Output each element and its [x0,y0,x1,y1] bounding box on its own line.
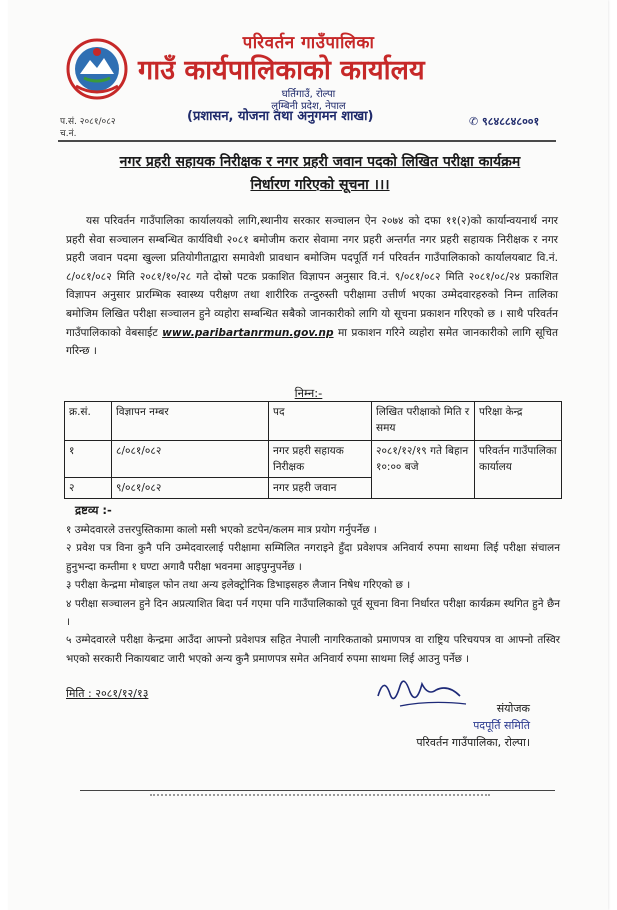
cell-post: नगर प्रहरी जवान [269,478,372,499]
note-item: ४ परीक्षा सञ्चालन हुने दिन अप्रत्याशित बिदा पर्न गएमा पनि गाउँपालिकाको पूर्व सूचना विना निर्धारत परीक्षा कार्यक्रम स्थगित हुने छैन । [66,597,560,629]
cell-post: नगर प्रहरी सहायक निरीक्षक [269,441,372,478]
notice-title-line2: निर्धारण गरिएको सूचना ।।। [250,177,390,193]
table-row [65,441,562,478]
dispatch-number: च.नं. [60,129,77,139]
cell-sn: २ [65,478,112,499]
reference-numbers [60,116,116,140]
cell-exam-datetime: २०८१/१२/१९ गते बिहान १०:०० बजे [372,441,475,499]
notice-title [80,151,560,197]
letterhead-address-2: लुम्बिनी प्रदेश, नेपाल [271,101,346,112]
schedule-heading: निम्न:- [294,386,323,400]
cell-ad-no: ९/०८१/०८२ [112,478,269,499]
table-header-row [65,402,562,441]
letterhead-divider [58,140,556,142]
letterhead-municipality-name: परिवर्तन गाउँपालिका [242,33,375,53]
cell-sn: १ [65,441,112,478]
cell-exam-center: परिवर्तन गाउँपालिका कार्यालय [475,441,562,499]
notes-heading: द्रष्टव्य :- [75,503,112,517]
col-header-ad-no: विज्ञापन नम्बर [112,402,269,441]
letterhead-address-1: घर्तिगाउँ, रोल्पा [281,89,336,100]
website-link[interactable]: www.paribartanrmun.gov.np [162,326,334,339]
col-header-sn: क्र.सं. [65,402,112,441]
letterhead-branch: (प्रशासन, योजना तथा अनुगमन शाखा) [187,109,374,124]
signatory-office: परिवर्तन गाउँपालिका, रोल्पा। [416,736,530,749]
phone-number: ९८४८८४८००१ [482,115,540,128]
col-header-center: परिक्षा केन्द्र [475,402,562,441]
phone-icon: ✆ [469,115,483,128]
exam-schedule-table [64,401,562,499]
notice-body [66,212,558,361]
notice-body-text: यस परिवर्तन गाउँपालिका कार्यालयको लागि,स्थानीय सरकार सञ्चालन ऐन २०७४ को दफा ११(२)को कार्यान्वयनार्थ नगर प्रहरी सेवा सञ्चालन सम्बन्धित कार्यविधी २०८१ बमोजीम करार सेवामा नगर प्रहरी अन्तर्गत नगर प्रहरी सहायक निरीक्षक र नगर प्रहरी जवान पदमा खुल्ला प्रतियोगीताद्वारा समावेशी प्रावधान बमोजिम पदपूर्ति गर्न परिवर्तन गाउँपालिकाको कार्यालयबाट वि.नं. ८/०८१/०८२ मिति २०८१/१०/२८ गते दोस्रो पटक प्रकाशित विज्ञापन अनुसार वि.नं. ९/०८१/०८२ मिति २०८१/०८/२४ प्रकाशित विज्ञापन अनुसार प्रारम्भिक स्वास्थ्य परीक्षण तथा शारीरिक तन्दुरुस्ती परीक्षामा उत्तीर्ण भएका उम्मेदवारहरुको निम्न तालिका बमोजिम लिखित परीक्षा सञ्चालन हुने व्यहोरा सम्बन्धित सबैको जानकारीको लागि यो सूचना प्रकाशन गरिएको छ । साथै परिवर्तन गाउँपालिकाको वेबसाईट [66,215,558,339]
committee-stamp: पदपूर्ति समिति [473,719,530,732]
note-item: २ प्रवेश पत्र विना कुनै पनि उम्मेदवारलाई परीक्षामा सम्मिलित नगराइने हुँदा प्रवेशपत्र अनिवार्य रुपमा साथमा लिई परीक्षा संचालन हुनुभन्दा कम्तीमा १ घण्टा अगावै परीक्षा भवनमा आइपुग्नुपर्नेछ । [66,542,560,573]
signatory-role: संयोजक [496,702,530,715]
notice-body-text-end: मा प्रकाशन गरिने व्यहोरा समेत जानकारीको लागि सूचित गरिन्छ । [66,326,558,358]
ref-number: प.सं. २०८१/०८२ [60,117,116,127]
notice-date: मिति : २०८१/१२/१३ [66,687,149,700]
signature-block [330,700,530,751]
footer-divider [80,790,555,791]
note-item: १ उम्मेदवारले उत्तरपुस्तिकामा कालो मसी भएको डटपेन/कलम मात्र प्रयोग गर्नुपर्नेछ । [66,524,377,536]
cell-ad-no: ८/०८१/०८२ [112,441,269,478]
col-header-post: पद [269,402,372,441]
letterhead-office-name: गाउँ कार्यपालिकाको कार्यालय [138,55,425,86]
note-item: ३ परीक्षा केन्द्रमा मोबाइल फोन तथा अन्य इलेक्ट्रोनिक डिभाइसहरु लैजान निषेध गरिएको छ । [66,579,411,592]
notice-title-line1: नगर प्रहरी सहायक निरीक्षक र नगर प्रहरी जवान पदको लिखित परीक्षा कार्यक्रम [119,154,521,170]
footer-faint-text [150,794,490,800]
col-header-datetime: लिखित परीक्षाको मिति र समय [372,402,475,441]
letterhead-phone [469,114,539,129]
notes-list [66,521,560,668]
note-item: ५ उम्मेदवारले परीक्षा केन्द्रमा आउँदा आफ्नो प्रवेशपत्र सहित नेपाली नागरिकताको प्रमाणपत्र वा राष्ट्रिय परिचयपत्र वा आफ्नो तस्विर भएको सरकारी निकायबाट जारी भएको अन्य कुनै प्रमाणपत्र समेत अनिवार्य रुपमा साथमा लिई आउनु पर्नेछ । [66,634,560,665]
